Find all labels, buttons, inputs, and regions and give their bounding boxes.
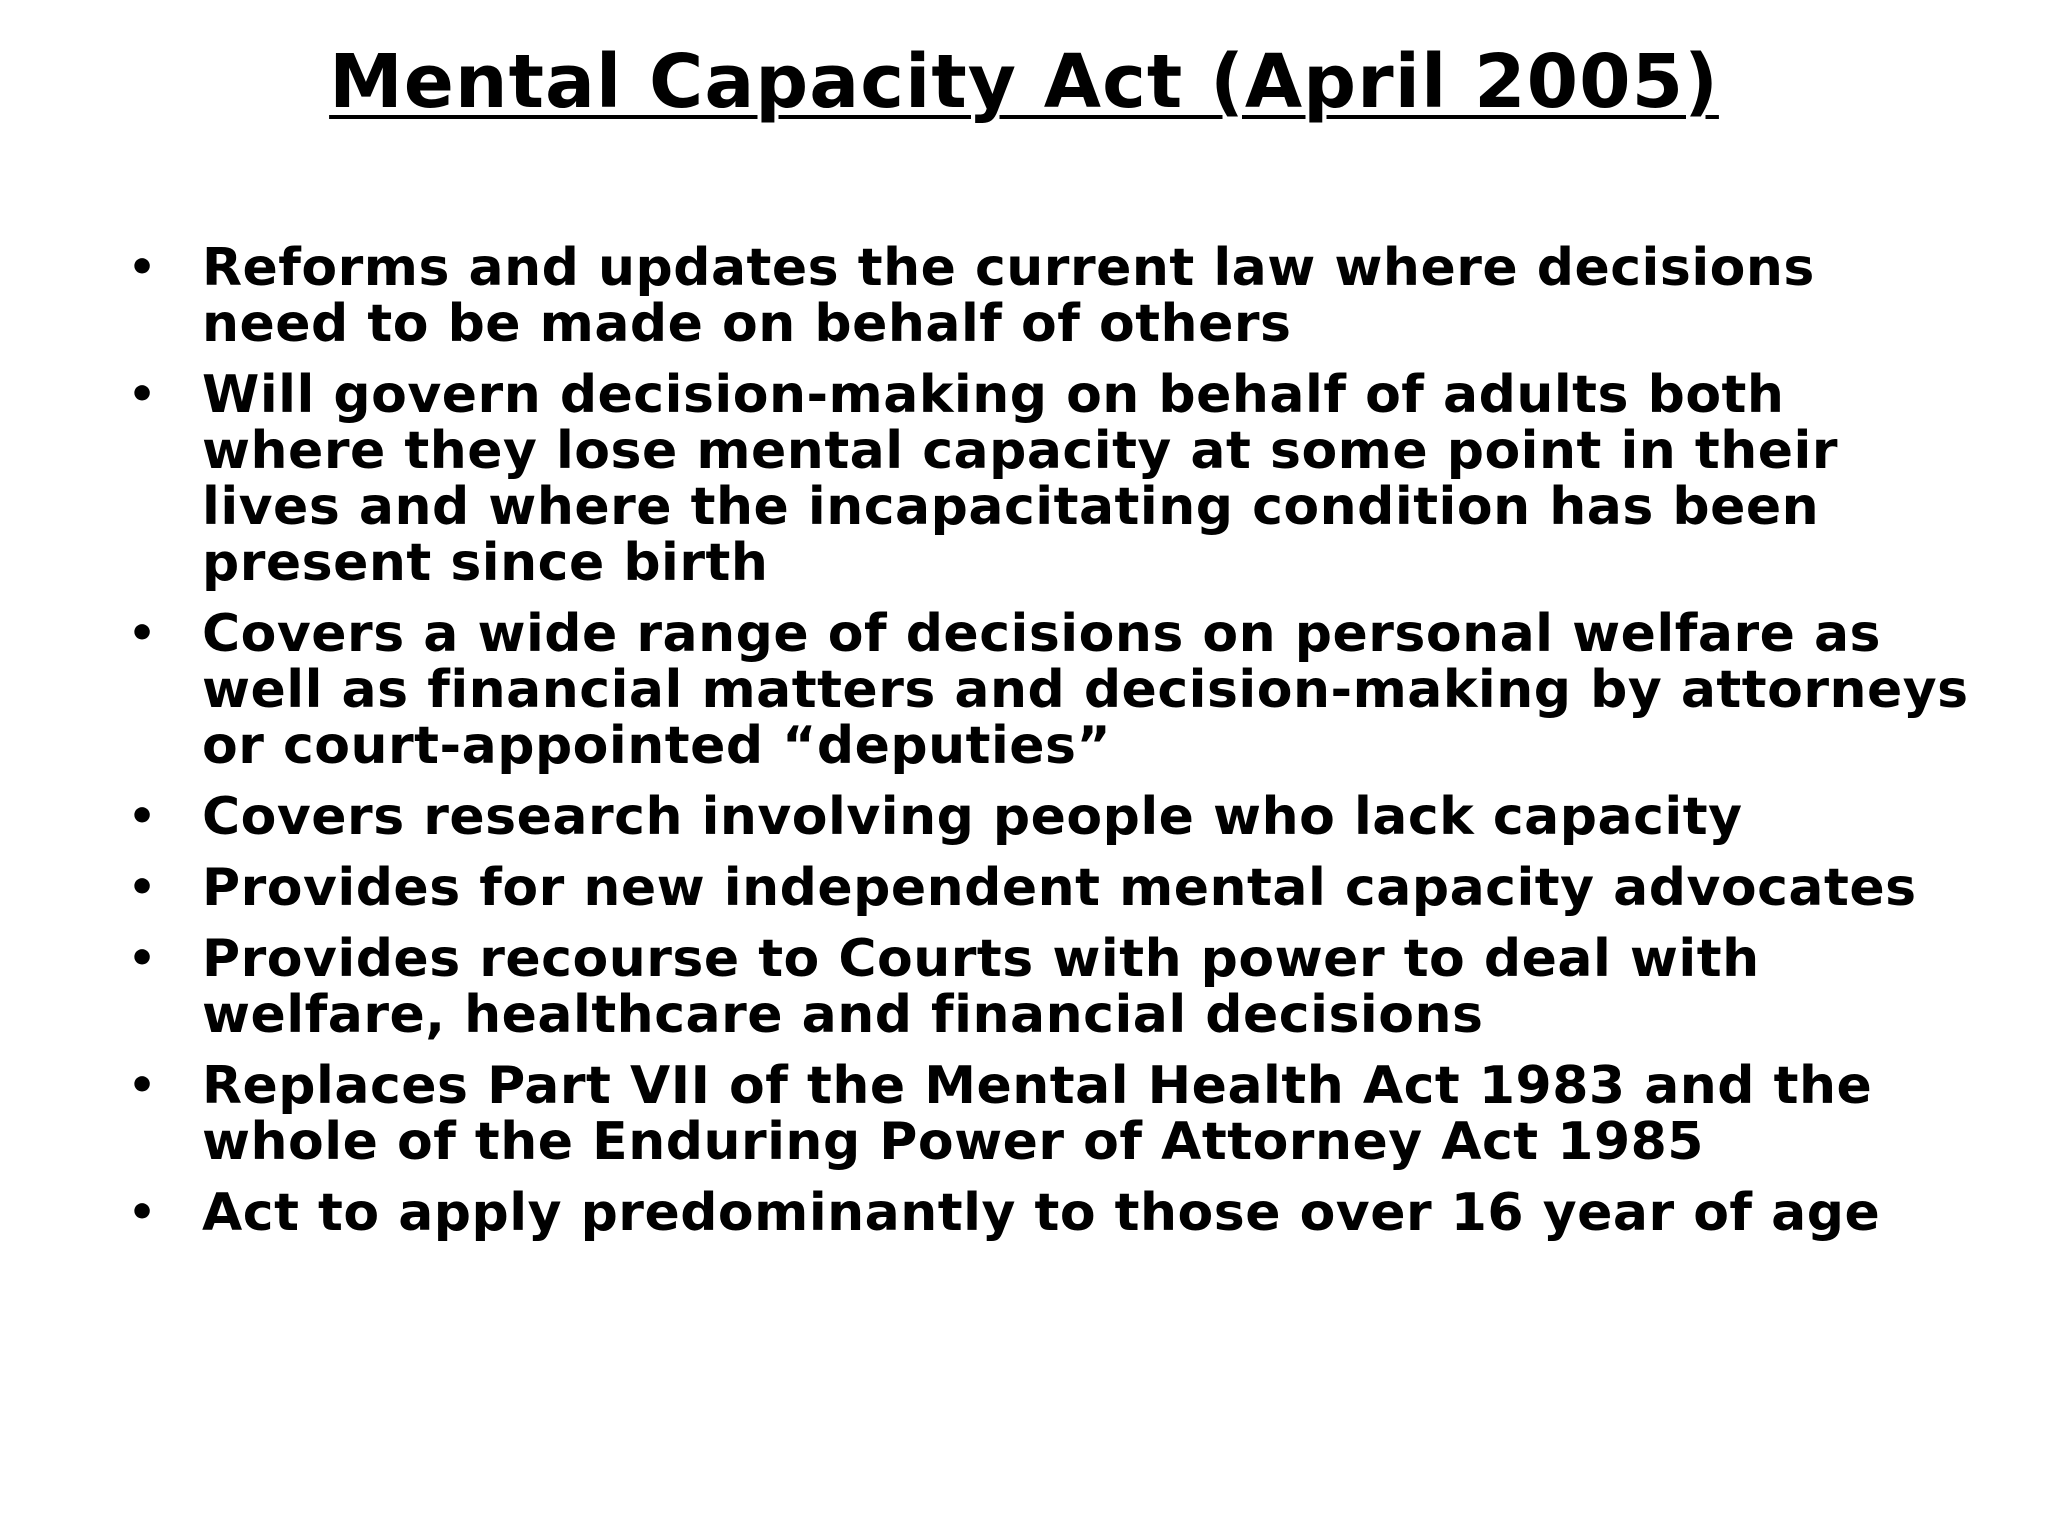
- bullet-icon: •: [128, 1060, 157, 1111]
- bullet-icon: •: [128, 242, 157, 293]
- bullet-item: [118, 367, 1978, 591]
- bullet-icon: •: [128, 1187, 157, 1238]
- bullet-text: Replaces Part VII of the Mental Health Act 1983 and the whole of the Enduring Power of Attorney Act 1985: [202, 1056, 1873, 1172]
- bullet-icon: •: [128, 862, 157, 913]
- bullet-item: [118, 1058, 1978, 1170]
- bullet-text: Provides recourse to Courts with power to deal with welfare, healthcare and financial decisions: [202, 929, 1760, 1045]
- slide-title-text: Mental Capacity Act (April 2005): [329, 39, 1719, 125]
- bullet-item: [118, 860, 1978, 916]
- bullet-icon: •: [128, 369, 157, 420]
- bullet-icon: •: [128, 933, 157, 984]
- bullet-text: Provides for new independent mental capacity advocates: [202, 858, 1917, 918]
- bullet-item: [118, 606, 1978, 774]
- bullet-item: [118, 1185, 1978, 1241]
- bullet-text: Covers a wide range of decisions on personal welfare as well as financial matters and decision-making by attorneys or court-appointed “deputies”: [202, 604, 1969, 776]
- bullet-item: [118, 240, 1978, 352]
- bullet-text: Act to apply predominantly to those over 16 year of age: [202, 1183, 1881, 1243]
- bullet-item: [118, 789, 1978, 845]
- slide-title: [0, 40, 2048, 125]
- bullet-icon: •: [128, 791, 157, 842]
- bullet-text: Will govern decision-making on behalf of adults both where they lose mental capacity at some point in their lives and where the incapacitating condition has been present since birth: [202, 365, 1839, 593]
- bullet-list: [118, 240, 1978, 1256]
- bullet-item: [118, 931, 1978, 1043]
- bullet-text: Covers research involving people who lack capacity: [202, 787, 1743, 847]
- bullet-icon: •: [128, 608, 157, 659]
- bullet-text: Reforms and updates the current law where decisions need to be made on behalf of others: [202, 238, 1815, 354]
